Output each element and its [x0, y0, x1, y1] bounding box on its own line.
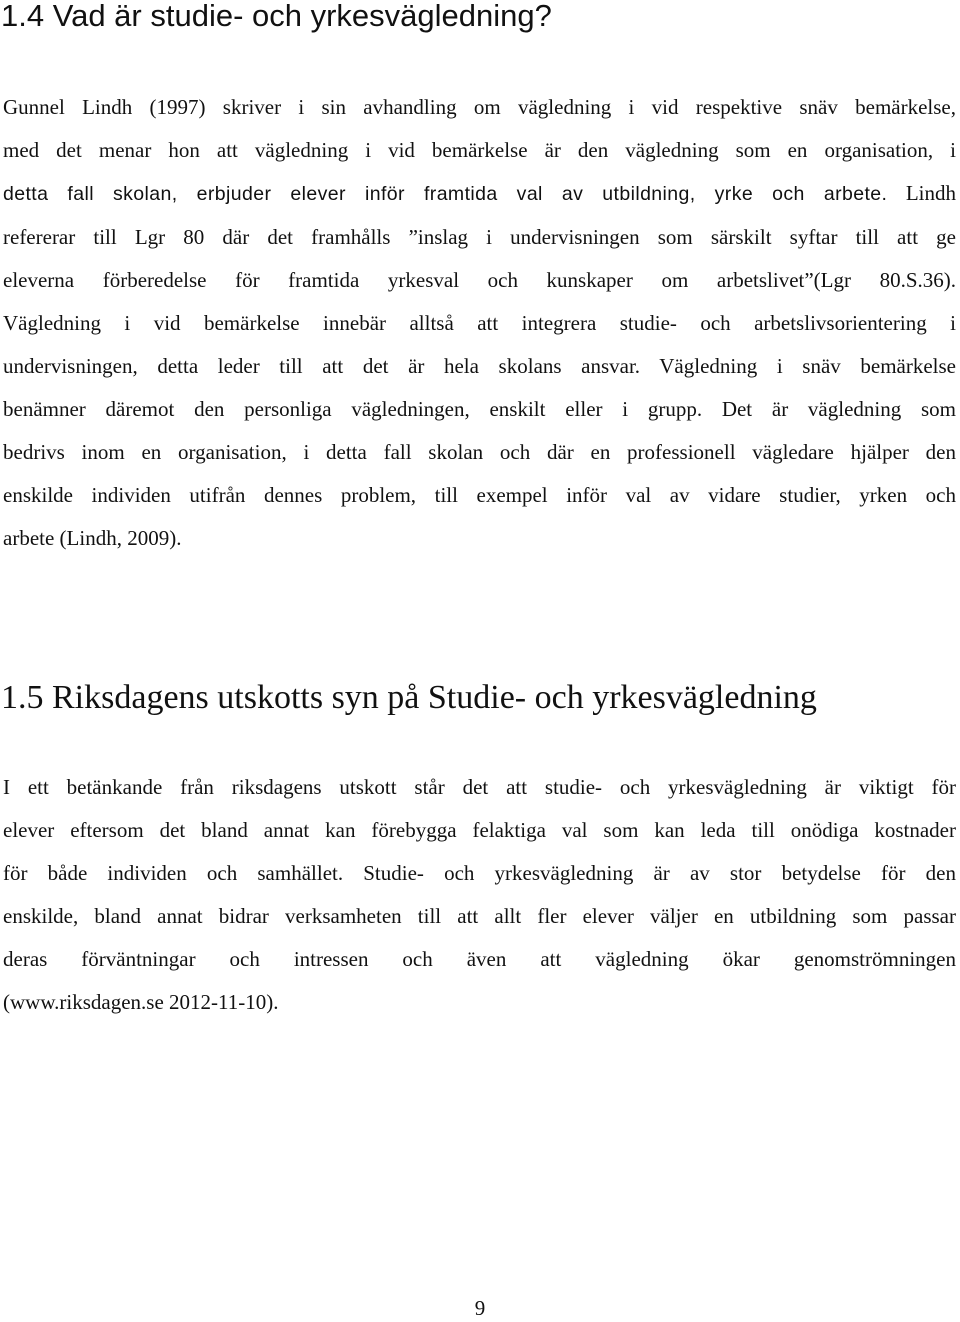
section-1-4-paragraph: [3, 86, 956, 560]
paragraph-line: I ett betänkande från riksdagens utskott står det att studie- och yrkesvägledning är viktigt för: [3, 775, 956, 799]
paragraph-line: eleverna förberedelse för framtida yrkesval och kunskaper om arbetslivet”(Lgr 80.S.36).: [3, 268, 956, 292]
section-1-5-paragraph: [3, 766, 956, 1024]
paragraph-line: Gunnel Lindh (1997) skriver i sin avhandling om vägledning i vid respektive snäv bemärkelse,: [3, 95, 956, 119]
paragraph-line: deras förväntningar och intressen och även att vägledning ökar genomströmningen: [3, 947, 956, 971]
paragraph-line: Vägledning i vid bemärkelse innebär alltså att integrera studie- och arbetslivsorientering i: [3, 311, 956, 335]
paragraph-line-sans-segment: detta fall skolan, erbjuder elever inför framtida val av utbildning, yrke och arbete.: [3, 183, 888, 205]
paragraph-line: enskilde, bland annat bidrar verksamheten till att allt fler elever väljer en utbildning som passar: [3, 904, 956, 928]
paragraph-line-mixed: [3, 172, 956, 216]
section-heading-1-4: 1.4 Vad är studie- och yrkesvägledning?: [1, 0, 552, 33]
paragraph-line: bedrivs inom en organisation, i detta fall skolan och där en professionell vägledare hjälper den: [3, 440, 956, 464]
paragraph-line: refererar till Lgr 80 där det framhålls ”inslag i undervisningen som särskilt syftar till att ge: [3, 225, 956, 249]
paragraph-line: för både individen och samhället. Studie- och yrkesvägledning är av stor betydelse för den: [3, 861, 956, 885]
section-heading-1-5: 1.5 Riksdagens utskotts syn på Studie- och yrkesvägledning: [1, 679, 817, 716]
paragraph-line: undervisningen, detta leder till att det är hela skolans ansvar. Vägledning i snäv bemärkelse: [3, 354, 956, 378]
paragraph-line: med det menar hon att vägledning i vid bemärkelse är den vägledning som en organisation, i: [3, 138, 956, 162]
page-number: 9: [474, 1296, 486, 1320]
paragraph-line: arbete (Lindh, 2009).: [3, 526, 182, 550]
paragraph-line: enskilde individen utifrån dennes problem, till exempel inför val av vidare studier, yrken och: [3, 483, 956, 507]
paragraph-line: (www.riksdagen.se 2012-11-10).: [3, 990, 279, 1014]
paragraph-line-serif-segment: Lindh: [887, 181, 956, 205]
paragraph-line: benämner däremot den personliga vägledningen, enskilt eller i grupp. Det är vägledning som: [3, 397, 956, 421]
paragraph-line: elever eftersom det bland annat kan förebygga felaktiga val som kan leda till onödiga kostnader: [3, 818, 956, 842]
